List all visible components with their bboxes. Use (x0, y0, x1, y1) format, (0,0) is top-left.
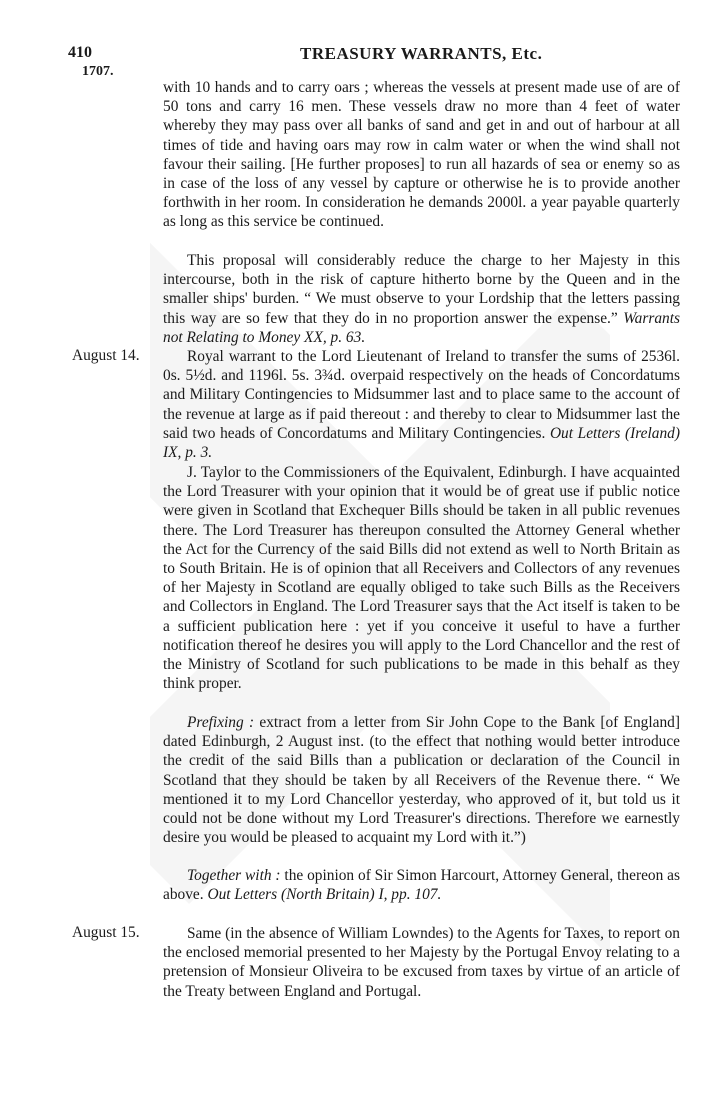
page-header (68, 44, 668, 79)
running-title: TREASURY WARRANTS, Etc. (300, 44, 543, 63)
continuation-paragraph: with 10 hands and to carry oars ; whereas the vessels at present made use of are of 50 tons and carry 16 men. These vessels draw no more than 4 feet of water whereby they may pass over all banks of sand and get in and out of harbour at all times of tide and having oars may row in calm water or when the wind shall not favour their sailing. [He further proposes] to run all hazards of sea or enemy so as in case of the loss of any vessel by capture or otherwise he is to provide another forthwith in her room. In consideration he demands 2000l. a year payable quarterly as long as this service be continued. (163, 79, 680, 231)
year-margin-note: 1707. (82, 64, 114, 79)
prefixing-label: Prefixing : (187, 714, 255, 731)
source-citation: Warrants not Relating to Money XX, p. 63. (163, 309, 680, 346)
prefixing-paragraph: Prefixing : extract from a letter from Sir John Cope to the Bank [of England] dated Edinburgh, 2 August inst. (to the effect that nothing would better introduce the credit of the said Bills than a publication or declaration of the Council in Scotland that they should be taken by all Receivers of the Revenue there. “ We mentioned it to my Lord Chancellor yesterday, who approved of it, but told us it could not be done without my Lord Treasurer's directions. Therefore we earnestly desire you would be pleased to acquaint my Lord with it.”) (163, 714, 680, 847)
together-label: Together with : (187, 867, 281, 884)
together-paragraph: Together with : the opinion of Sir Simon Harcourt, Attorney General, thereon as above. Out Letters (North Britain) I, pp. 107. (163, 867, 680, 904)
entry-paragraph: Royal warrant to the Lord Lieutenant of Ireland to transfer the sums of 2536l. 0s. 5½d. and 1196l. 5s. 3¾d. overpaid respectively on the heads of Concordatums and Military Contingencies to Midsummer last and to place same to the account of the revenue at large as if paid thereout : and thereby to clear to Midsummer last the said two heads of Concordatums and Military Contingencies. Out Letters (Ireland) IX, p. 3. (163, 348, 680, 462)
entry-paragraph: Same (in the absence of William Lowndes) to the Agents for Taxes, to report on the enclosed memorial presented to her Majesty by the Portugal Envoy relating to a pretension of Monsieur Oliveira to be excused from taxes by virtue of an article of the Treaty between England and Portugal. (163, 925, 680, 1000)
continuation-paragraph-2: This proposal will considerably reduce the charge to her Majesty in this intercourse, both in the risk of capture hitherto borne by the Queen and in the smaller ships' burden. “ We must observe to your Lordship that the letters passing this way are so few that they do in no proportion answer the expense.” Warrants not Relating to Money XX, p. 63. (163, 252, 680, 346)
entry-date: August 14. (72, 347, 140, 364)
entry-date: August 15. (72, 924, 140, 941)
entry-paragraph: J. Taylor to the Commissioners of the Equivalent, Edinburgh. I have acquainted the Lord Treasurer with your opinion that it would be of great use if public notice were given in Scotland that Exchequer Bills should be taken in all public revenues there. The Lord Treasurer has thereupon consulted the Attorney General whether the Act for the Currency of the said Bills did not extend as well to North Britain as to South Britain. He is of opinion that all Receivers and Collectors of any revenues of her Majesty in Scotland are equally obliged to take such Bills as the Receivers and Collectors in England. The Lord Treasurer says that the Act itself is taken to be a sufficient publication here : yet if you conceive it useful to have a further notification thereof he desires you will apply to the Lord Chancellor and the rest of the Ministry of Scotland for such publications to be made in this behalf as they think proper. (163, 464, 680, 693)
page-number: 410 (68, 44, 92, 61)
source-citation: Out Letters (Ireland) IX, p. 3. (163, 424, 680, 462)
source-citation: Out Letters (North Britain) I, pp. 107. (207, 886, 442, 904)
